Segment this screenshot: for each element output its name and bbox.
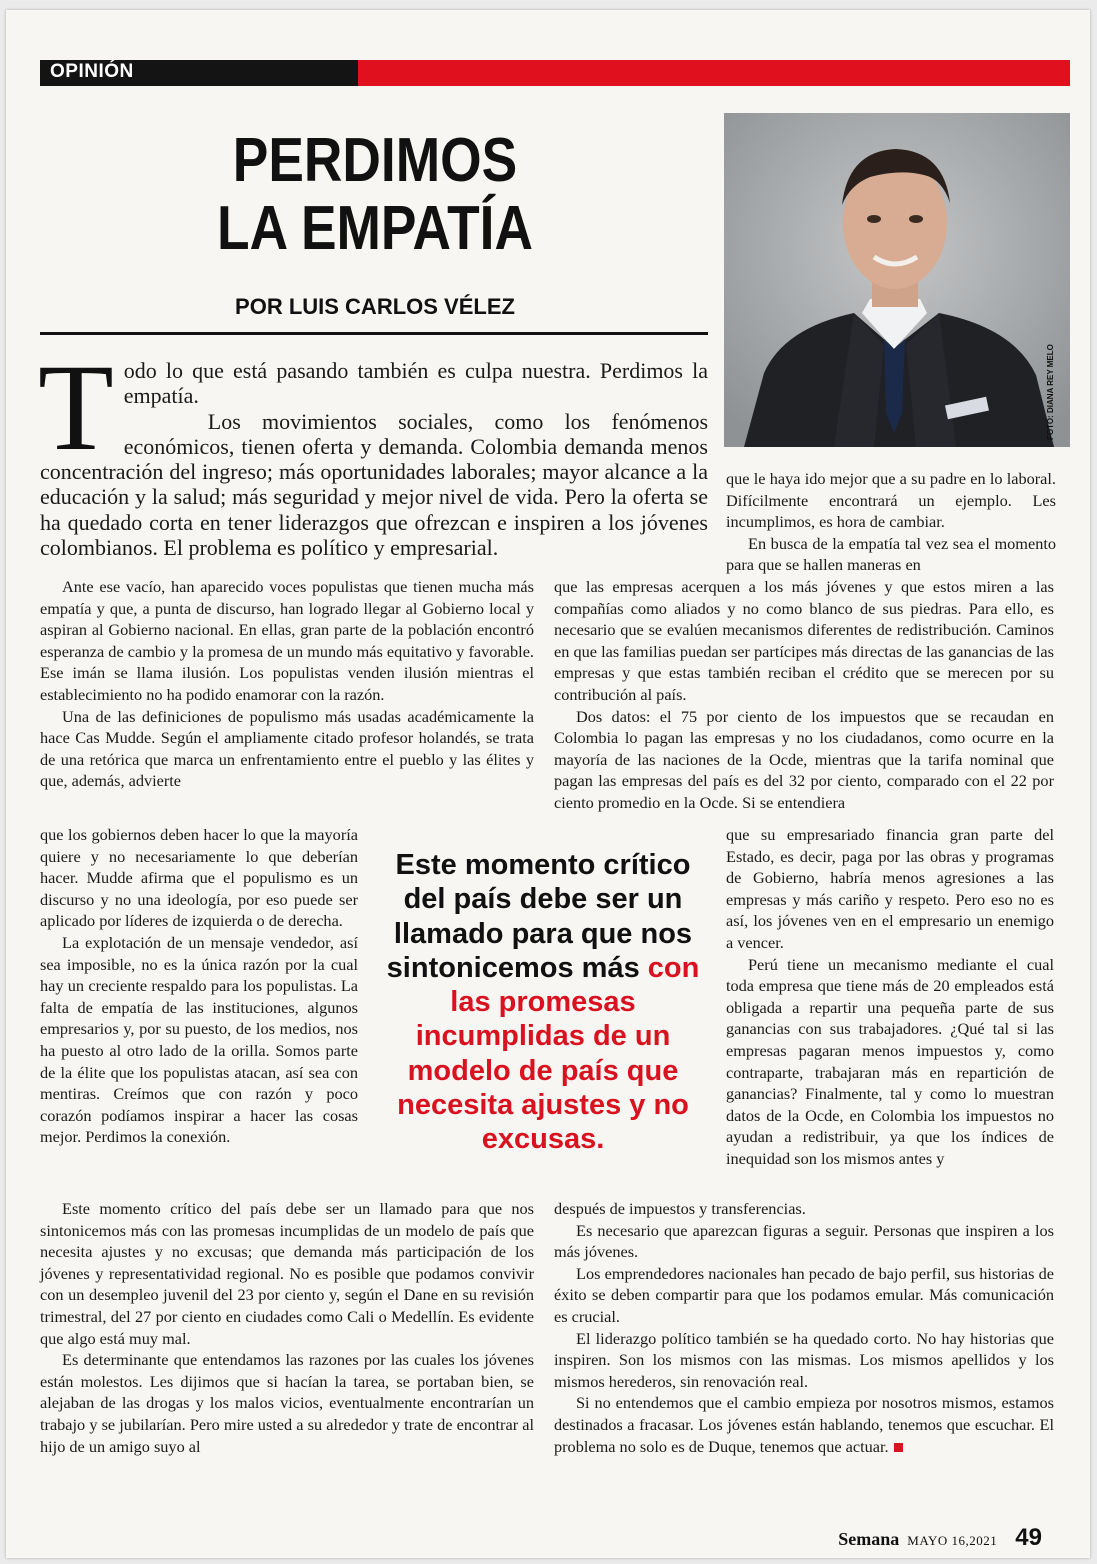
body-paragraph: que le haya ido mejor que a su padre en lo laboral. Difícilmente encontrará un ejemplo. Les incumplimos, es hora de cambiar.	[726, 469, 1056, 532]
page-footer	[838, 1524, 1042, 1552]
body-paragraph: después de impuestos y transferencias.	[554, 1199, 806, 1218]
pull-quote	[380, 848, 706, 1157]
section-label: OPINIÓN	[50, 61, 134, 82]
page-number: 49	[1015, 1524, 1042, 1551]
magazine-page	[6, 10, 1090, 1558]
section-bar-black	[40, 60, 358, 86]
title-line-2: LA EMPATÍA	[217, 194, 533, 263]
right-column-top	[726, 468, 1056, 576]
body-paragraph: Ante ese vacío, han aparecido voces populistas que tienen mucha más empatía y que, a punta de discurso, han logrado llegar al Gobierno local y aspiran al Gobierno nacional. En ellas, gran parte de la población encontró esperanza de cambio y la promesa de un mundo más equitativo y favorable. Ese imán se llama ilusión. Los populistas venden ilusión mientras el establecimiento no ha podido enamorar con la razón.	[40, 577, 534, 704]
section-bar-red	[358, 60, 1070, 86]
end-mark-icon	[894, 1443, 903, 1452]
closing-text: Si no entendemos que el cambio empieza por nosotros mismos, estamos destinados a fracasar. Los jóvenes están hablando, tenemos que escuchar. El problema no solo es de Duque, tenemos que actuar.	[554, 1393, 1054, 1456]
article-title	[87, 127, 663, 263]
photo-credit: FOTO: DIANA REY MELO	[1046, 344, 1055, 440]
pull-quote-black-text: Este momento crítico del país debe ser un llamado para que nos sintonicemos más	[386, 849, 693, 984]
body-paragraph: Perú tiene un mecanismo mediante el cual toda empresa que tiene más de 20 empleados está obligada a repartir una pequeña parte de sus ganancias con sus trabajadores. ¿Qué tal si las empresas pagaran menos impuestos y, como contraparte, trabajaran más en repartición de ganancias? Finalmente, tal y como lo muestran datos de la Ocde, en Colombia los impuestos no ayudan a redistribuir, ya que los índices de inequidad son los mismos antes y	[726, 954, 1054, 1168]
lead-paragraphs	[38, 339, 708, 561]
left-column-upper	[40, 576, 534, 792]
lead-paragraph-1: odo lo que está pasando también es culpa nuestra. Perdimos la empatía.	[123, 358, 708, 409]
issue-date: MAYO 16,2021	[907, 1533, 998, 1548]
body-paragraph: El liderazgo político también se ha quedado corto. No hay historias que inspiren. Son los mismos con las mismas. Los mismos apellidos y los mismos herederos, sin renovación real.	[554, 1328, 1054, 1391]
body-paragraph: que los gobiernos deben hacer lo que la mayoría quiere y no necesariamente lo que deberían hacer. Mudde afirma que el populismo es un discurso y no una ideología, por eso puede ser aplicado por líderes de izquierda o de derecha.	[40, 825, 358, 931]
closing-paragraph	[554, 1392, 1054, 1457]
title-rule	[40, 332, 708, 335]
lead-paragraph-2: Los movimientos sociales, como los fenómenos económicos, tienen oferta y demanda. Colombia demanda menos concentración del ingreso; más oportunidades laborales; mayor alcance a la educación y la salud; más seguridad y mejor nivel de vida. Pero la oferta se ha quedado corta en tener liderazgos que ofrezcan e inspiren a los jóvenes colombianos. El problema es político y empresarial.	[40, 408, 708, 561]
body-paragraph: que su empresariado financia gran parte del Estado, es decir, paga por las obras y programas de Gobierno, habría menos agresiones a las empresas y más cariño y respeto. Pero eso no es así, los jóvenes ven en el empresario un enemigo a vencer.	[726, 825, 1054, 952]
body-paragraph: que las empresas acerquen a los más jóvenes y que estos miren a las compañías como aliados y no como blanco de sus piedras. Para ello, es necesario que se evalúen mecanismos diferentes de redistribución. Caminos en que las familias puedan ser partícipes más directas de las ganancias de las empresas y que estas también reciban el crédito que se merecen por su contribución al país.	[554, 577, 1054, 704]
body-paragraph: Los emprendedores nacionales han pecado de bajo perfil, sus historias de éxito se deben compartir para que los podamos emular. Más comunicación es crucial.	[554, 1263, 1054, 1326]
right-column-upper	[554, 576, 1054, 814]
byline: POR LUIS CARLOS VÉLEZ	[235, 294, 515, 319]
left-column-lower	[40, 1198, 534, 1457]
author-portrait-illustration	[724, 113, 1070, 447]
body-paragraph: Es determinante que entendamos las razones por las cuales los jóvenes están molestos. Les dijimos que si hacían la tarea, se portaban bien, se alejaban de las drogas y los malos vicios, eventualmente encontrarían un trabajo y se jubilarían. Pero mire usted a su alrededor y trate de encontrar al hijo de un amigo suyo al	[40, 1350, 534, 1456]
right-column-narrow	[726, 824, 1054, 1170]
right-column-lower	[554, 1198, 1054, 1457]
drop-cap: T	[38, 339, 114, 476]
body-paragraph: Este momento crítico del país debe ser un llamado para que nos sintonicemos más con las promesas incumplidas de un modelo de país que necesita ajustes y no excusas; que demanda más participación de los jóvenes y representatividad regional. No es posible que podamos convivir con un desempleo juvenil del 23 por ciento y, según el Dane en su revisión trimestral, del 27 por ciento en ciudades como Cali o Medellín. Es evidente que algo está muy mal.	[40, 1199, 534, 1348]
body-paragraph: En busca de la empatía tal vez sea el momento para que se hallen maneras en	[726, 533, 1056, 575]
body-paragraph: Dos datos: el 75 por ciento de los impuestos que se recaudan en Colombia lo pagan las empresas y no los ciudadanos, como ocurre en la mayoría de las naciones de la Ocde, mientras que la tarifa nominal que pagan las empresas del país es del 32 por ciento, comparado con el 22 por ciento promedio en la Ocde. Si se entendiera	[554, 706, 1054, 812]
body-paragraph: Es necesario que aparezcan figuras a seguir. Personas que inspiren a los más jóvenes.	[554, 1220, 1054, 1262]
body-paragraph: La explotación de un mensaje vendedor, así sea imposible, no es la única razón por la cual hay un creciente respaldo para los populistas. La falta de empatía de las instituciones, algunos empresarios y, por su puesto, de los medios, nos ha puesto al otro lado de la orilla. Somos parte de la élite que los populistas atacan, así sea con mentiras. Creímos que con razón y poco corazón podíamos inspirar a hacer las cosas mejor. Perdimos la conexión.	[40, 932, 358, 1147]
title-line-1: PERDIMOS	[232, 126, 518, 195]
magazine-name: Semana	[838, 1529, 900, 1549]
pull-quote-red-text: con las promesas incumplidas de un modelo de país que necesita ajustes y no excusas.	[397, 951, 700, 1156]
body-paragraph: Una de las definiciones de populismo más usadas académicamente la hace Cas Mudde. Según el ampliamente citado profesor holandés, se trata de una retórica que marca un enfrentamiento entre el pueblo y las élites y que, además, advierte	[40, 706, 534, 791]
section-header-bar	[40, 60, 1070, 86]
author-photo	[724, 113, 1070, 447]
left-column-narrow	[40, 824, 358, 1148]
